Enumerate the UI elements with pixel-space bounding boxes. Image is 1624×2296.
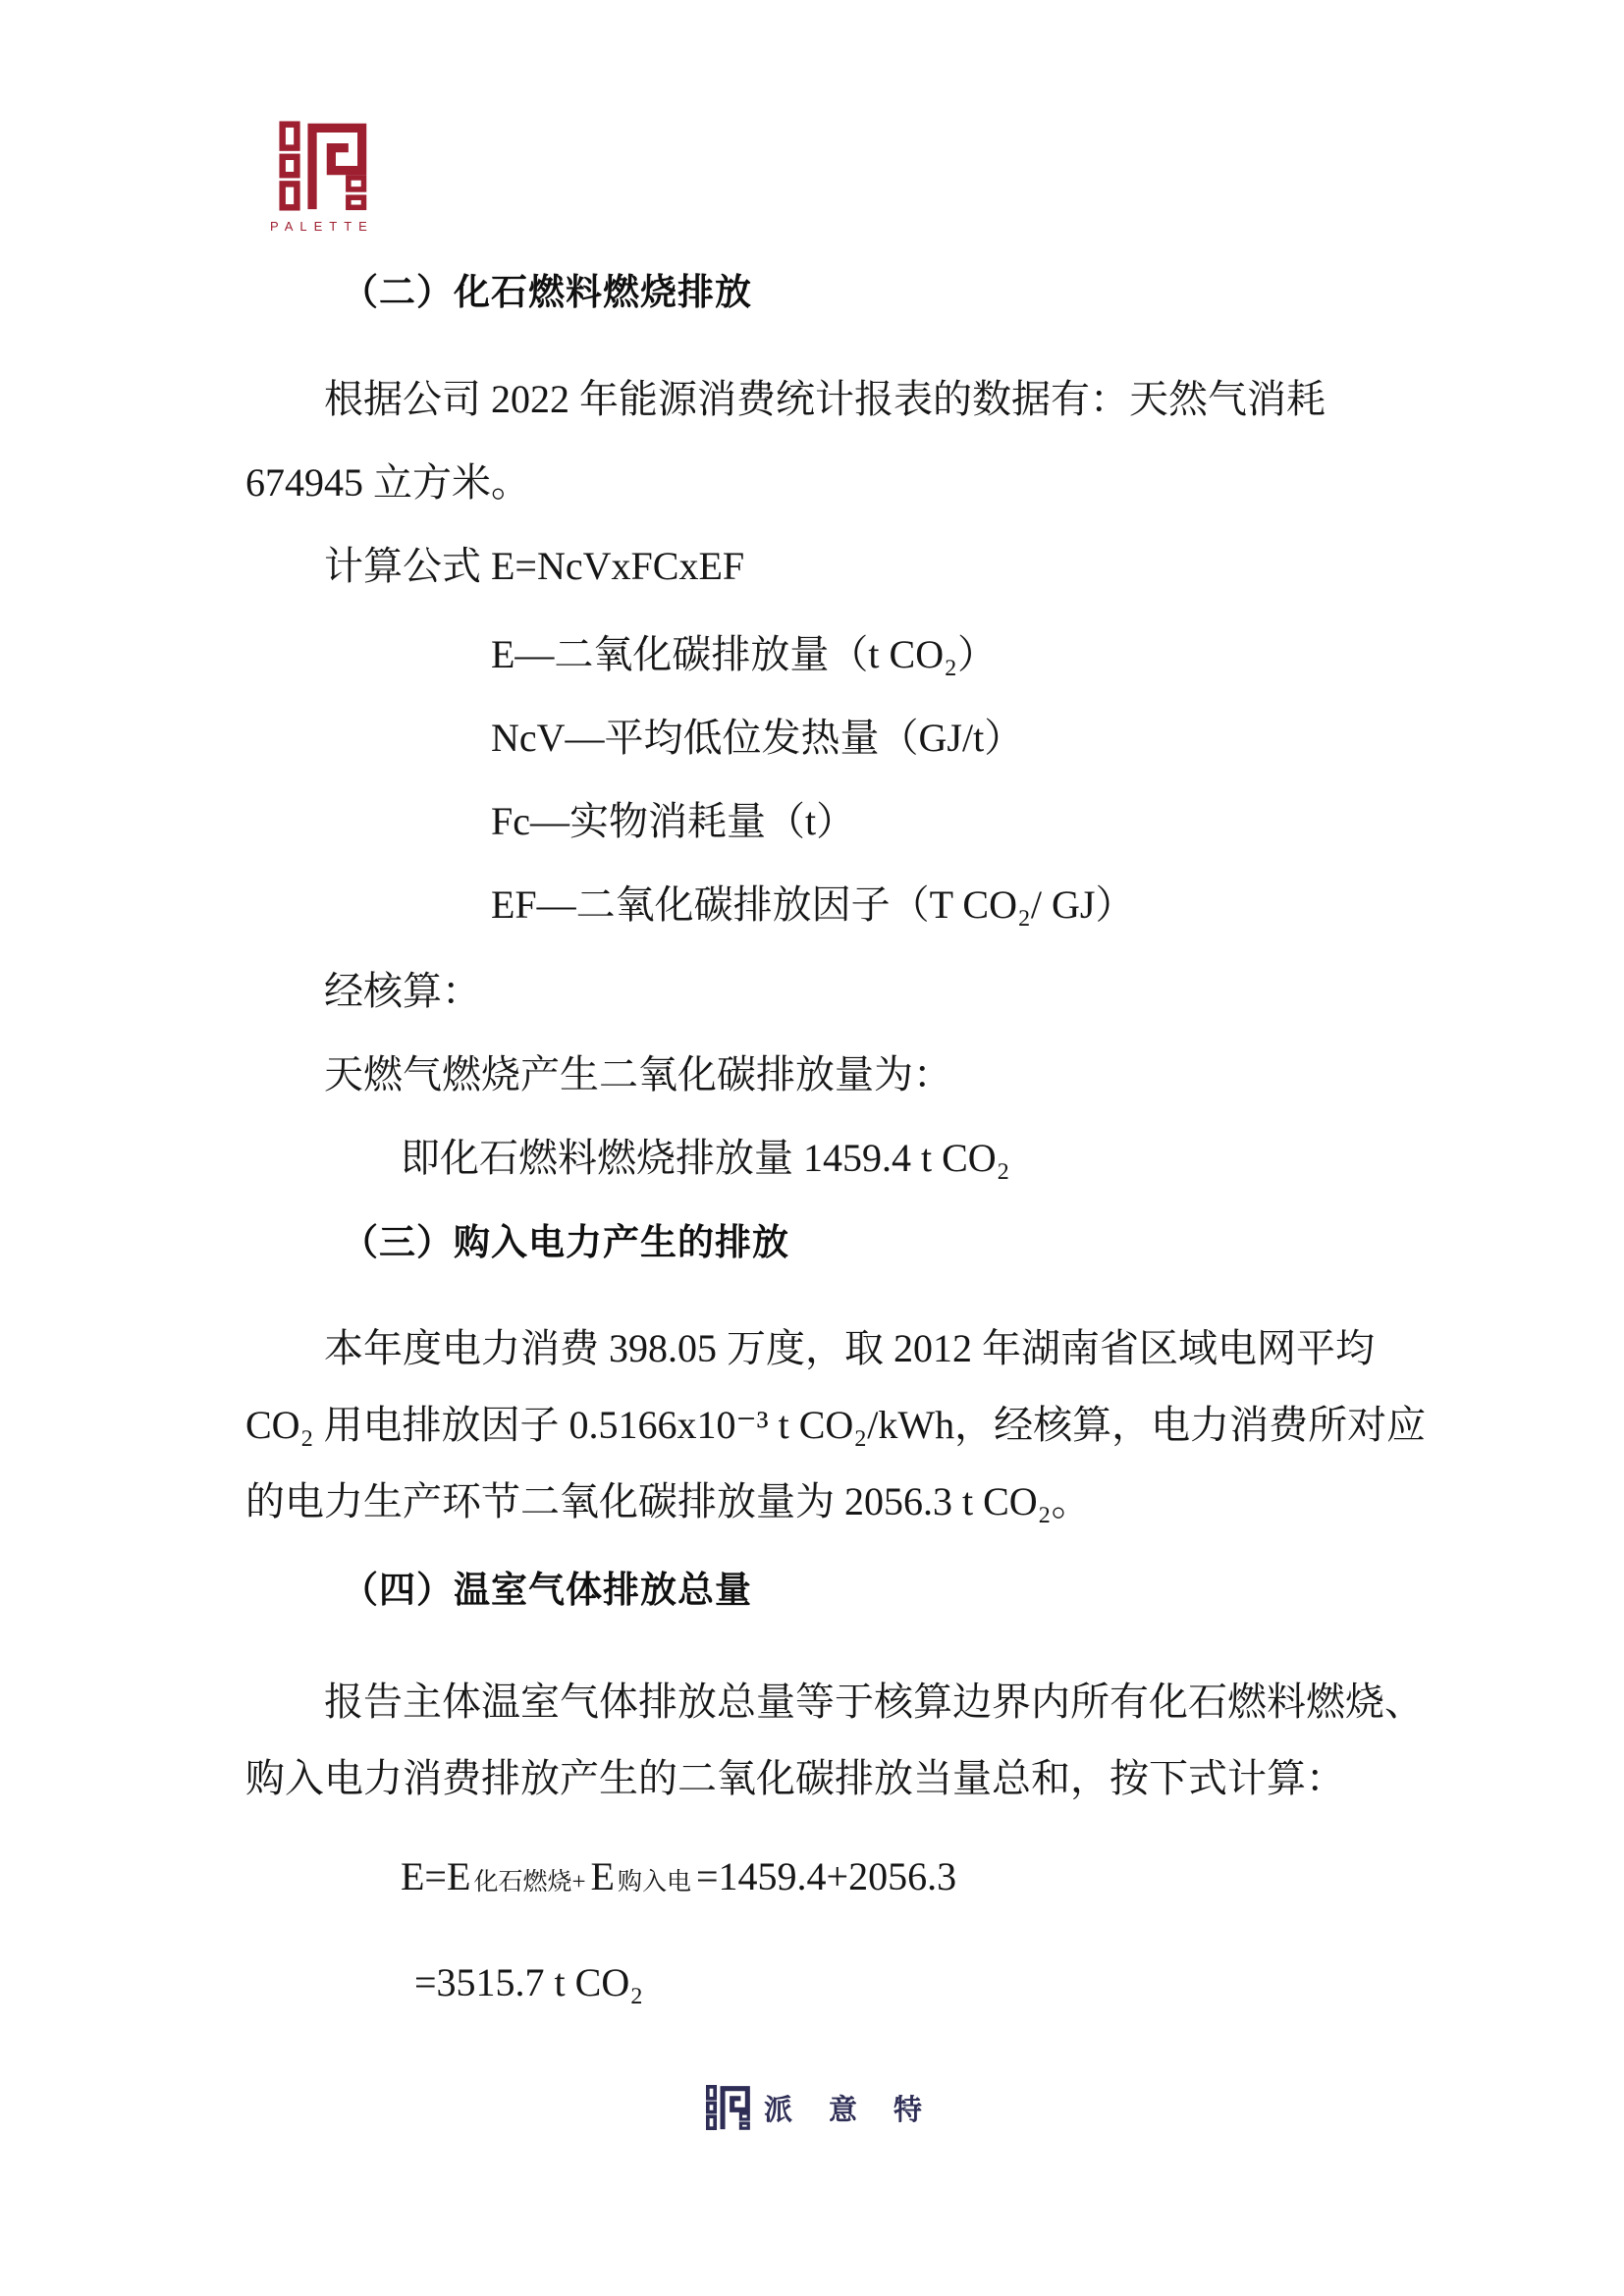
definition-line-e: E—二氧化碳排放量（t CO₂）: [491, 632, 998, 676]
formula-subscript-fossil: 化石燃烧+: [473, 1869, 586, 1896]
paragraph-line: 的电力生产环节二氧化碳排放量为 2056.3 t CO₂。: [245, 1479, 1091, 1523]
formula-part: =1459.4+2056.3: [696, 1854, 957, 1898]
paragraph-line: 本年度电力消费 398.05 万度，取 2012 年湖南省区域电网平均: [324, 1326, 1375, 1370]
footer-logo: [705, 2085, 958, 2130]
paragraph-line: 674945 立方米。: [245, 460, 530, 505]
total-formula-line: [401, 1855, 956, 1898]
verify-label: 经核算：: [324, 969, 481, 1013]
formula-part: E=E: [401, 1854, 471, 1898]
header-brand-text: PALETTE: [270, 219, 374, 234]
definition-line-fc: Fc—实物消耗量（t）: [491, 799, 856, 843]
gas-emission-line: 天燃气燃烧产生二氧化碳排放量为：: [324, 1052, 952, 1096]
fossil-result-line: 即化石燃料燃烧排放量 1459.4 t CO₂: [401, 1136, 1010, 1180]
paragraph-line: 购入电力消费排放产生的二氧化碳排放当量总和，按下式计算：: [245, 1756, 1345, 1800]
definition-line-ef: EF—二氧化碳排放因子（T CO₂/ GJ）: [491, 882, 1135, 927]
total-result-line: =3515.7 t CO₂: [414, 1960, 644, 2004]
footer-brand-text: 派意特: [764, 2094, 959, 2126]
formula-intro-line: 计算公式 E=NcVxFCxEF: [324, 544, 745, 588]
header-logo: [270, 121, 378, 234]
formula-part: E: [590, 1854, 615, 1898]
section-heading-purchased-power: （三）购入电力产生的排放: [342, 1222, 789, 1262]
palette-footer-logo-icon: [705, 2085, 752, 2130]
formula-subscript-power: 购入电: [617, 1869, 691, 1896]
paragraph-line: 根据公司 2022 年能源消费统计报表的数据有：天然气消耗: [324, 377, 1326, 421]
definition-line-ncv: NcV—平均低位发热量（GJ/t）: [491, 716, 1024, 760]
section-heading-fossil-fuel: （二）化石燃料燃烧排放: [342, 272, 752, 312]
paragraph-line: 报告主体温室气体排放总量等于核算边界内所有化石燃料燃烧、: [324, 1680, 1424, 1724]
palette-logo-icon: [270, 121, 378, 211]
section-heading-total-ghg: （四）温室气体排放总量: [342, 1570, 752, 1610]
paragraph-line: CO₂ 用电排放因子 0.5166x10⁻³ t CO₂/kWh，经核算，电力消费所对应: [245, 1403, 1427, 1447]
